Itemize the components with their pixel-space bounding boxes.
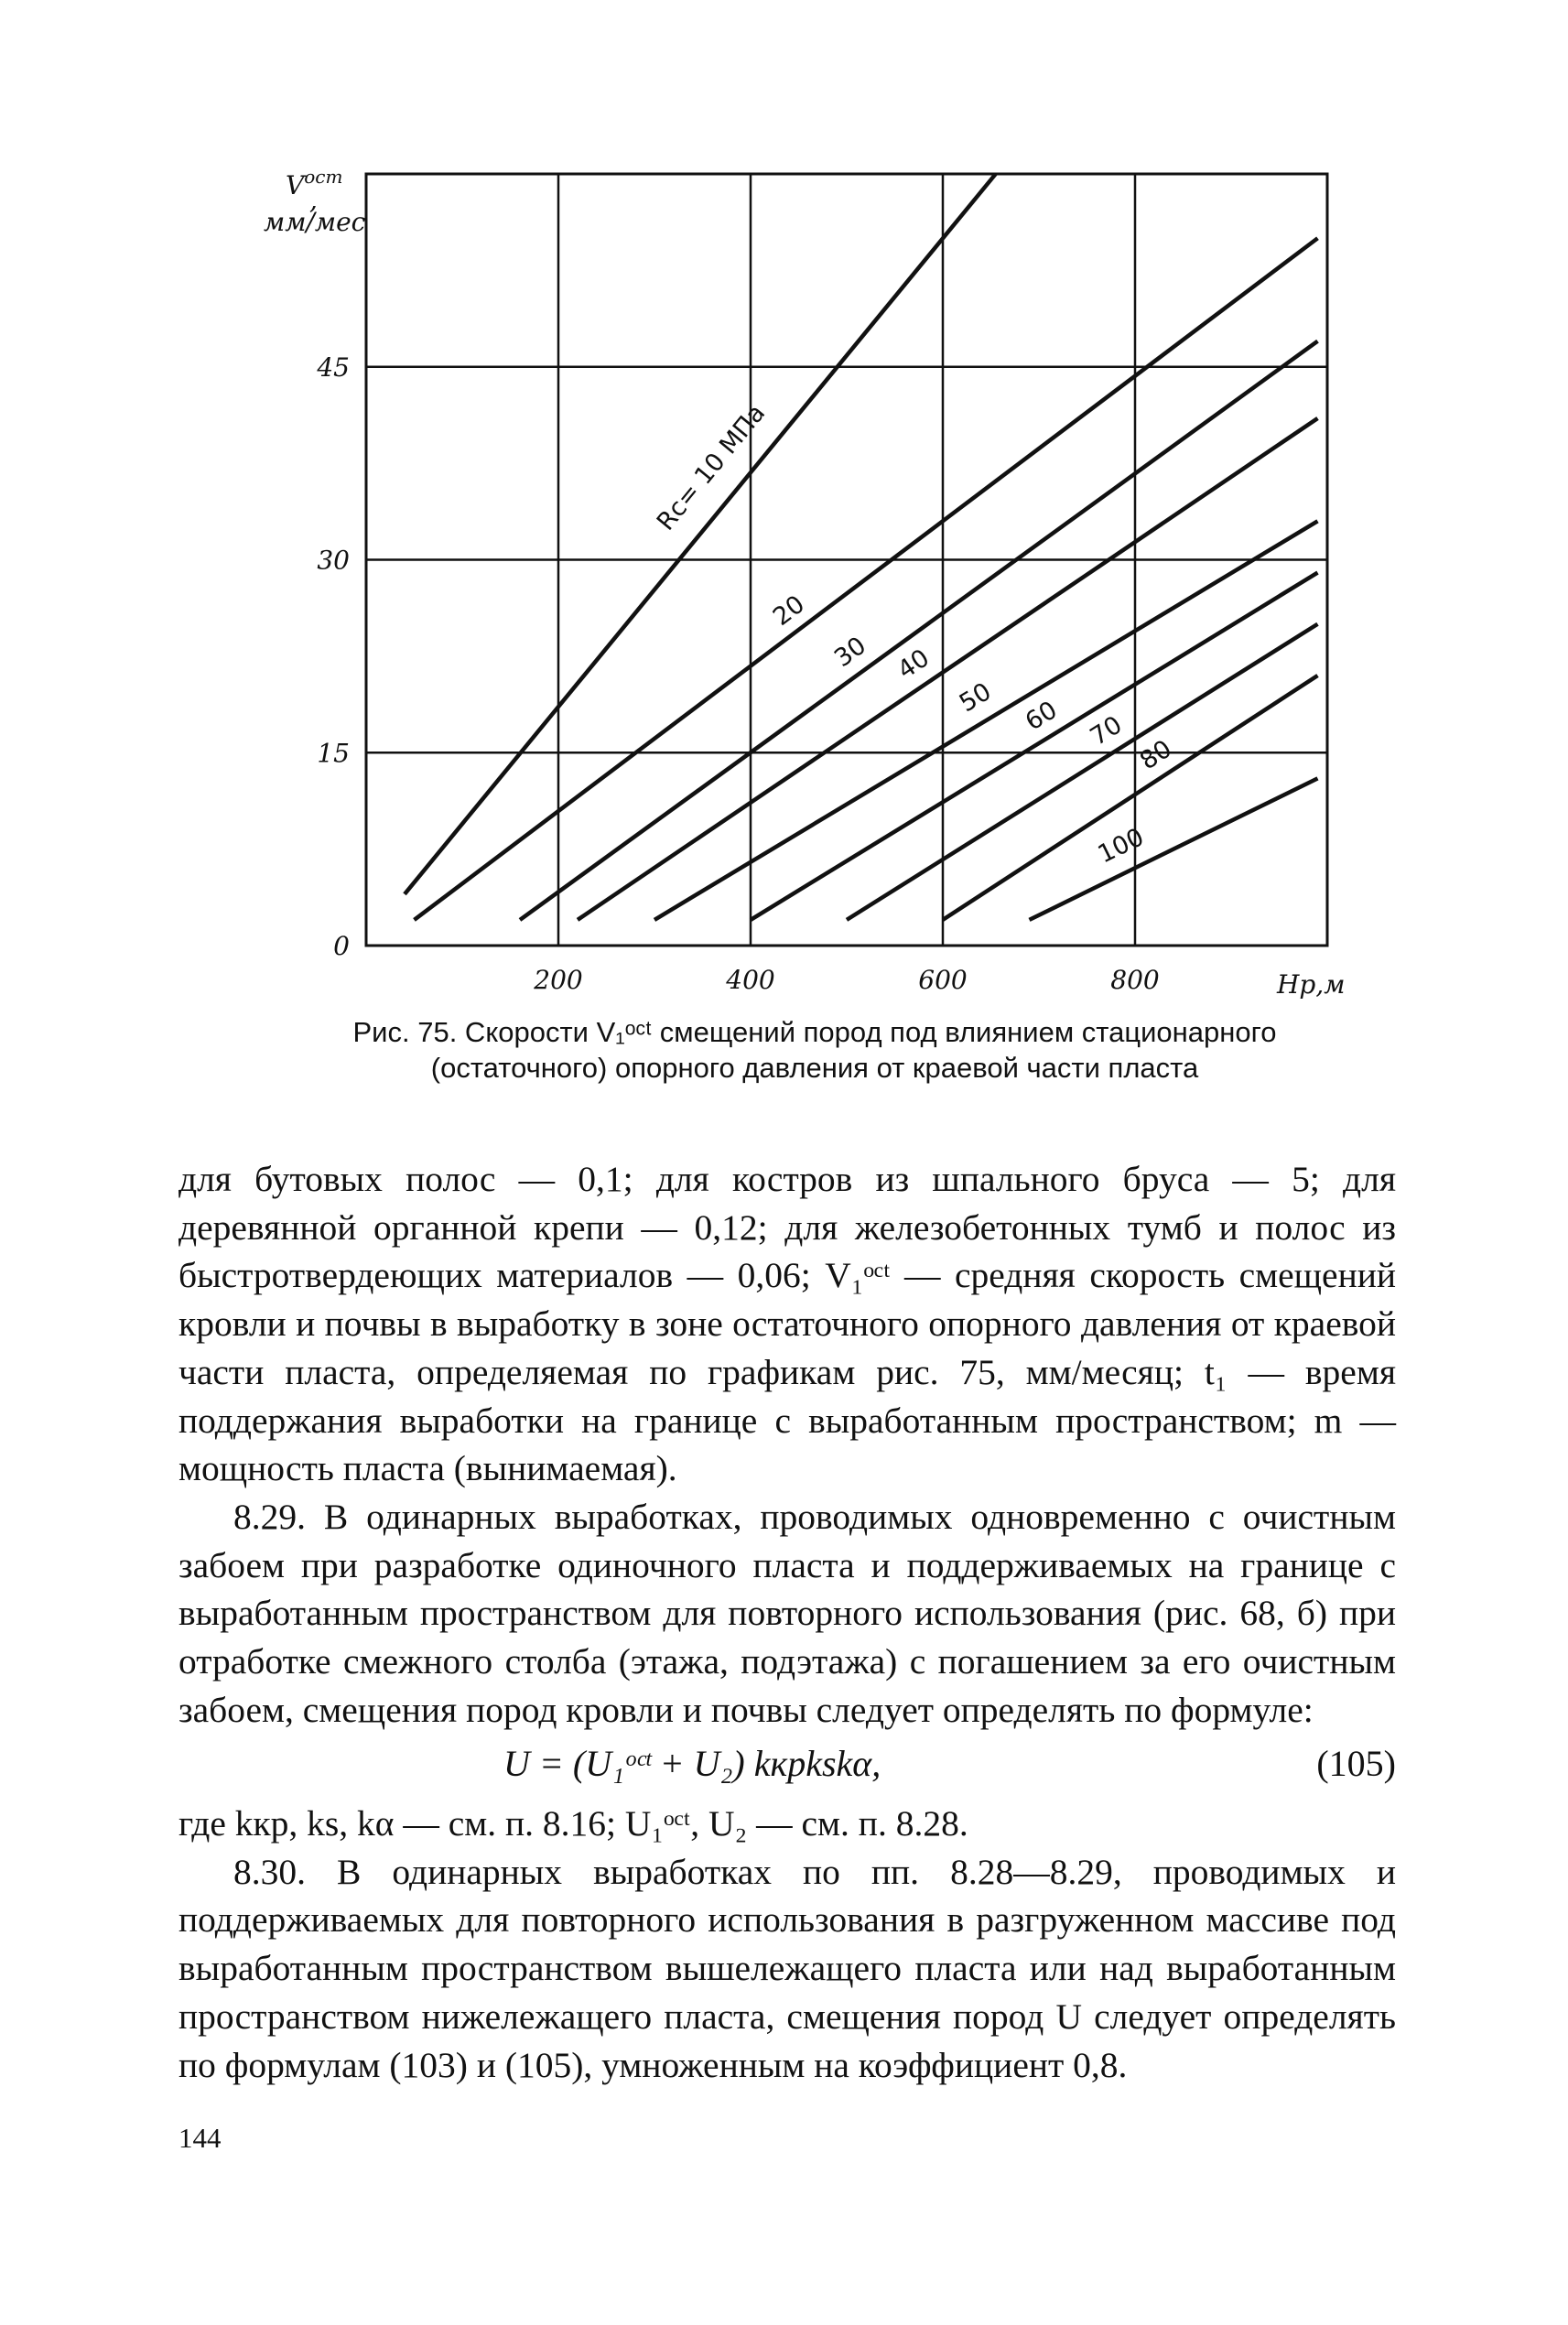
series-label: 30 xyxy=(829,631,872,674)
figure-caption xyxy=(275,1014,1355,1086)
chart-grid xyxy=(366,174,1327,946)
paragraph-8-30: 8.30. В одинарных выработках по пп. 8.28—8.29, проводимых и поддерживаемых для повторного использования в разгруженном массиве под выработанным пространством вышележащего пласта или над выработанным пространством нижележащего пласта, смещения пород U следует определять по формулам (103) и (105), умноженным на коэффициент 0,8. xyxy=(178,1851,1396,2085)
series-line-rc10 xyxy=(405,174,996,894)
series-label: 80 xyxy=(1135,734,1177,776)
y-tick-label: 30 xyxy=(317,545,350,576)
series-label: 20 xyxy=(767,589,810,633)
page-number: 144 xyxy=(178,2122,222,2154)
x-tick-label: 600 xyxy=(918,965,968,995)
x-tick-label: 400 xyxy=(726,965,775,995)
caption-line-2: (остаточного) опорного давления от краевой части пласта xyxy=(430,1052,1199,1084)
series-label: 100 xyxy=(1093,822,1149,870)
body-text-block-1 xyxy=(178,1155,1396,1734)
x-axis-label: Hp,м xyxy=(1277,969,1346,1000)
series-label: Rc= 10 МПа xyxy=(651,399,772,536)
series-line-30 xyxy=(520,341,1318,920)
y-axis-comma: , xyxy=(309,185,318,215)
y-axis-label: $V^{ост}$ xyxy=(286,166,343,200)
x-tick-label: 200 xyxy=(534,965,583,995)
series-label: 70 xyxy=(1085,710,1128,752)
series-label: 40 xyxy=(892,643,935,686)
series-label: 50 xyxy=(954,677,997,719)
y-axis-label-sup: ост xyxy=(304,166,343,188)
series-line-20 xyxy=(415,238,1318,920)
body-text-block-2 xyxy=(178,1800,1396,2089)
formula-number: (105) xyxy=(1316,1743,1396,1784)
formula-105 xyxy=(178,1739,1396,1789)
y-axis-unit: мм/мес xyxy=(264,207,366,237)
y-tick-label: 15 xyxy=(317,738,350,769)
caption-line-1: Рис. 75. Скорости V₁ᵒᶜᵗ смещений пород под влиянием стационарного xyxy=(352,1016,1277,1048)
y-tick-label: 45 xyxy=(317,351,350,383)
paragraph-8-29: 8.29. В одинарных выработках, проводимых одновременно с очистным забоем при разработке одиночного пласта и поддерживаемых на границе с выработанным пространством для повторного использования (рис. 68, б) при отработке смежного столба (этажа, подэтажа) с погашением за его очистным забоем, смещения пород кровли и почвы следует определять по формуле: xyxy=(178,1496,1396,1730)
series-label: 60 xyxy=(1020,696,1063,737)
figure-chart xyxy=(0,0,1568,1034)
paragraph-coefficients: для бутовых полос — 0,1; для костров из шпального бруса — 5; для деревянной органной крепи — 0,12; для железобетонных тумб и полос из быстротвердеющих материалов — 0,06; V₁ᵒᶜᵗ — средняя скорость смещений кровли и почвы в выработку в зоне остаточного опорного давления от краевой части пласта, определяемая по графикам рис. 75, мм/месяц; t₁ — время поддержания выработки на границе с выработанным пространством; m — мощность пласта (вынимаемая). xyxy=(178,1159,1396,1489)
series-line-100 xyxy=(1030,778,1318,920)
paragraph-where: где kкр, ks, kα — см. п. 8.16; U₁ᵒᶜᵗ, U₂ — см. п. 8.28. xyxy=(178,1803,968,1844)
y-tick-label: 0 xyxy=(333,931,350,961)
series-group xyxy=(405,174,1318,920)
formula-expression: U = (U₁ᵒᶜᵗ + U₂) kкрkskα, xyxy=(503,1743,881,1784)
x-tick-label: 800 xyxy=(1110,965,1160,995)
